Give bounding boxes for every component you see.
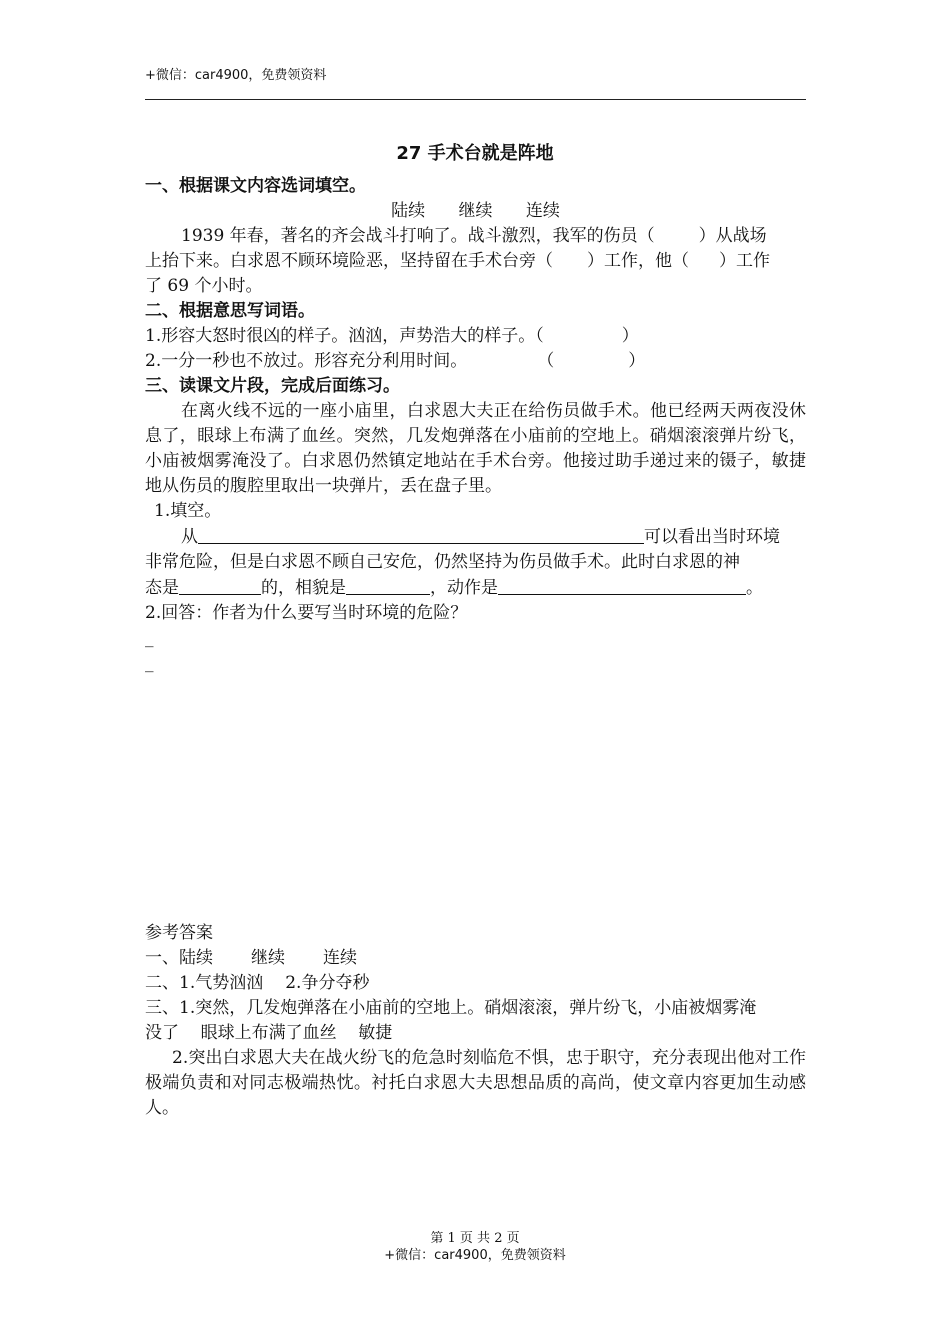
worksheet-body (145, 174, 806, 676)
word-options (145, 199, 806, 224)
section2-q1: 1.形容大怒时很凶的样子。汹汹，声势浩大的样子。（ ） (145, 326, 639, 346)
header-note: +微信：car4900，免费领资料 (145, 68, 327, 83)
section3-heading: 三、读课文片段，完成后面练习。 (145, 376, 400, 396)
page-number: 第 1 页 共 2 页 (430, 1231, 520, 1246)
section3-q2: 2.回答：作者为什么要写当时环境的危险？ (145, 603, 468, 623)
option-word: 连续 (525, 201, 560, 221)
answer-1: 一、陆续 继续 连续 (145, 948, 357, 968)
section3-q1-line3: 态是 的，相貌是 ，动作是 。 (145, 575, 806, 601)
answer-3-line1: 三、1.突然，几发炮弹落在小庙前的空地上。硝烟滚滚，弹片纷飞，小庙被烟雾淹 (145, 998, 757, 1018)
answer-3-part2: 2.突出白求恩大夫在战火纷飞的危急时刻临危不惧，忠于职守，充分表现出他对工作极端负责和对同志极端热忱。衬托白求恩大夫思想品质的高尚，使文章内容更加生动感人。 (145, 1048, 806, 1118)
section1-heading: 一、根据课文内容选词填空。 (145, 176, 366, 196)
answer-line: _ (145, 628, 154, 648)
header-divider (145, 99, 806, 100)
answer-key-heading: 参考答案 (145, 923, 213, 943)
answer-key (145, 921, 806, 1121)
option-word: 陆续 (391, 201, 426, 221)
section1-line1: 1939 年春，著名的齐会战斗打响了。战斗激烈，我军的伤员（ ）从战场 (181, 226, 767, 246)
option-word: 继续 (458, 201, 493, 221)
page-title: 27 手术台就是阵地 (396, 143, 554, 164)
section2-heading: 二、根据意思写词语。 (145, 301, 315, 321)
footer-note: +微信：car4900，免费领资料 (384, 1248, 566, 1263)
section3-q1-line2: 非常危险，但是白求恩不顾自己安危，仍然坚持为伤员做手术。此时白求恩的神 (145, 552, 740, 572)
section1-line3: 了 69 个小时。 (145, 276, 263, 296)
section3-q1-label: 1.填空。 (154, 501, 222, 521)
section3-q1-line1: 从 可以看出当时环境 (145, 524, 806, 550)
page-footer (0, 1230, 950, 1264)
section1-line2: 上抬下来。白求恩不顾环境险恶，坚持留在手术台旁（ ）工作，他（ ）工作 (145, 251, 770, 271)
answer-line: _ (145, 653, 154, 673)
reading-passage: 在离火线不远的一座小庙里，白求恩大夫正在给伤员做手术。他已经两天两夜没休息了，眼球上布满了血丝。突然，几发炮弹落在小庙前的空地上。硝烟滚滚弹片纷飞，小庙被烟雾淹没了。白求恩仍然镇定地站在手术台旁。他接过助手递过来的镊子，敏捷地从伤员的腹腔里取出一块弹片，丢在盘子里。 (145, 401, 806, 496)
answer-3-line2: 没了 眼球上布满了血丝 敏捷 (145, 1023, 393, 1043)
section2-q2: 2.一分一秒也不放过。形容充分利用时间。 （ ） (145, 351, 646, 371)
answer-2: 二、1.气势汹汹 2.争分夺秒 (145, 973, 370, 993)
